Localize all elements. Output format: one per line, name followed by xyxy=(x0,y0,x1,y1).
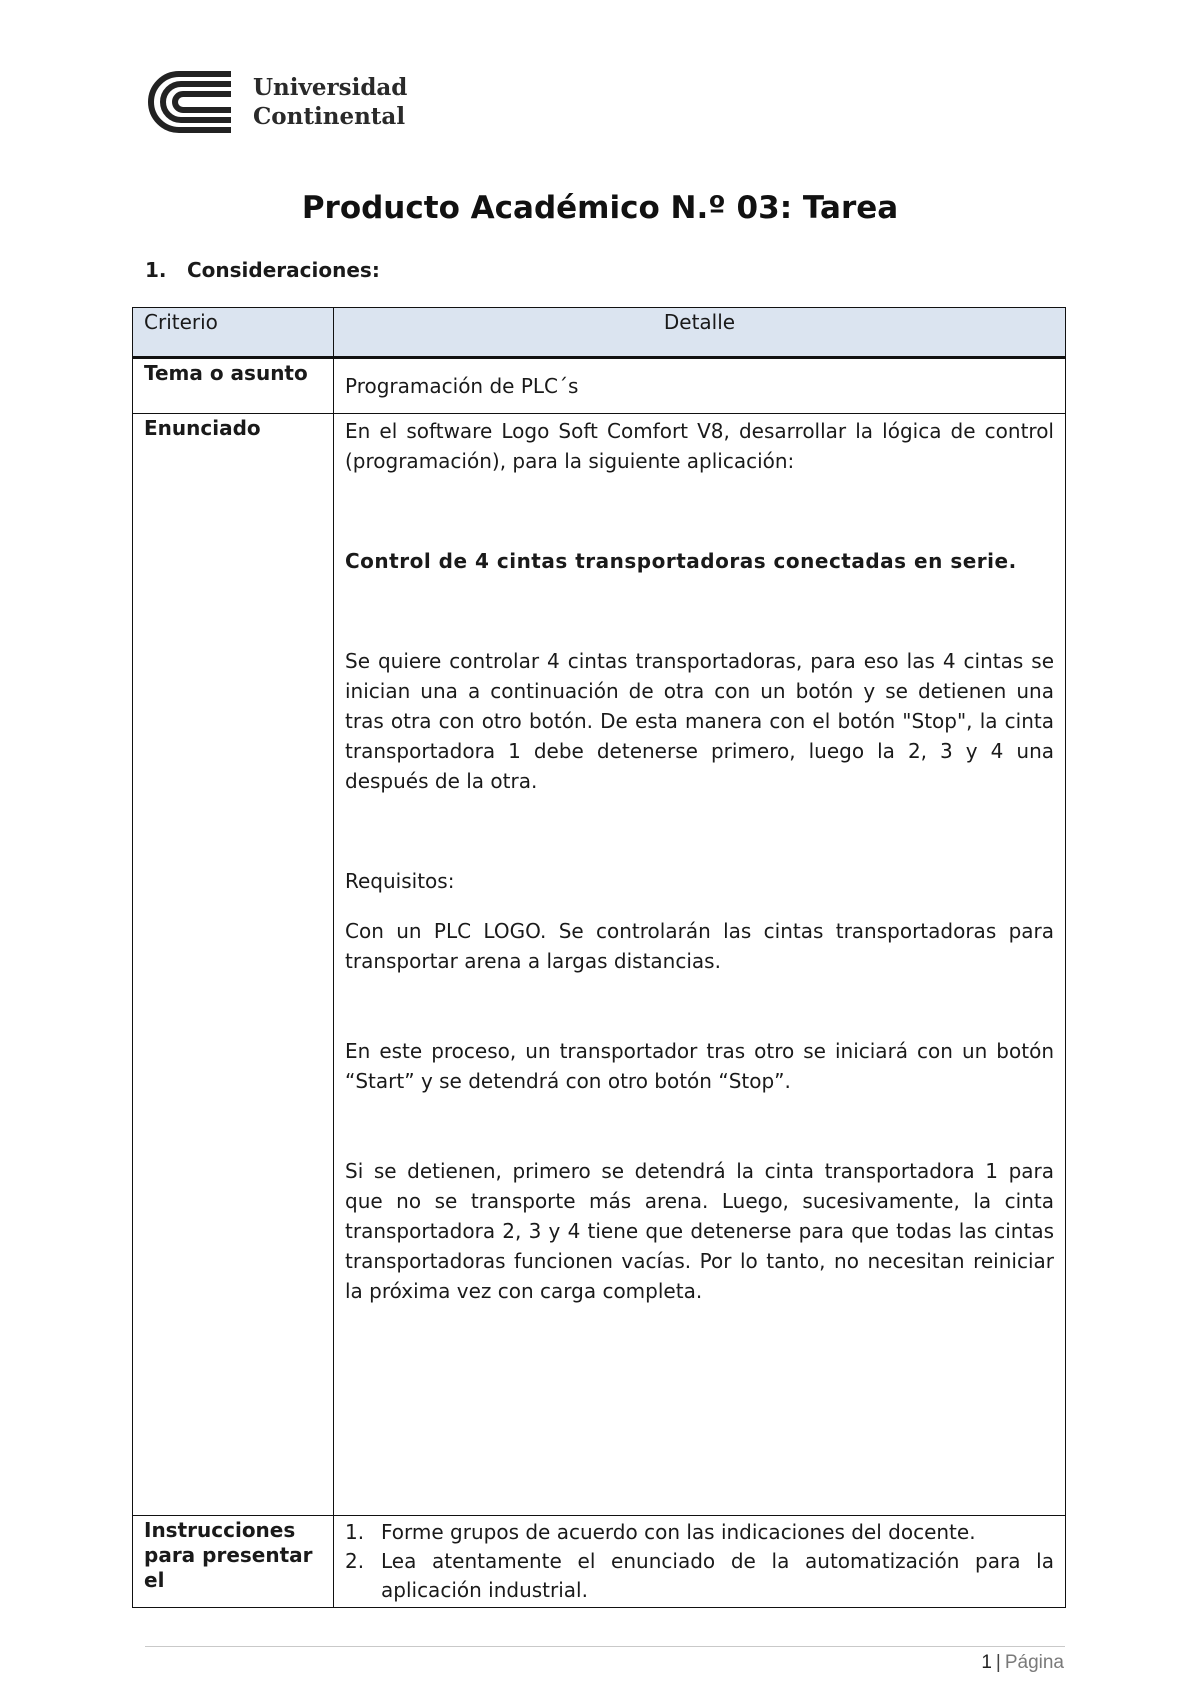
page-number: 1 xyxy=(981,1652,992,1673)
list-item-number: 2. xyxy=(345,1549,365,1573)
list-item-number: 1. xyxy=(345,1520,365,1544)
header-detalle: Detalle xyxy=(334,308,1066,358)
list-item-text: Lea atentamente el enunciado de la automatización para la aplicación industrial. xyxy=(381,1549,1054,1602)
requisitos-text: Con un PLC LOGO. Se controlarán las cintas transportadoras para transportar arena a largas distancias. xyxy=(345,919,1054,973)
enunciado-label: Enunciado xyxy=(133,414,334,1516)
enunciado-heading: Control de 4 cintas transportadoras conectadas en serie. xyxy=(345,549,1017,573)
university-c-emblem-icon xyxy=(145,68,237,136)
list-item-text: Forme grupos de acuerdo con las indicaciones del docente. xyxy=(381,1520,976,1544)
tema-label: Tema o asunto xyxy=(133,358,334,414)
requisitos-label: Requisitos: xyxy=(345,869,455,893)
logo-line-2: Continental xyxy=(253,103,406,130)
page-footer xyxy=(981,1652,1064,1674)
footer-divider xyxy=(145,1646,1065,1647)
page-word: Página xyxy=(1004,1652,1064,1673)
instrucciones-content xyxy=(334,1516,1066,1608)
section-number: 1. xyxy=(145,258,167,282)
enunciado-paragraph-2: En este proceso, un transportador tras otro se iniciará con un botón “Start” y se detendrá con otro botón “Stop”. xyxy=(345,1039,1054,1093)
enunciado-paragraph-1: Se quiere controlar 4 cintas transportadoras, para eso las 4 cintas se inician una a continuación de otra con un botón y se detienen una tras otra con otro botón. De esta manera con el botón "Stop", la cinta transportadora 1 debe detenerse primero, luego la 2, 3 y 4 una después de la otra. xyxy=(345,649,1054,793)
document-title: Producto Académico N.º 03: Tarea xyxy=(301,190,899,226)
table-row-enunciado xyxy=(133,414,1066,1516)
footer-separator: | xyxy=(995,1652,1001,1673)
header-criterio: Criterio xyxy=(133,308,334,358)
list-item xyxy=(345,1518,1054,1547)
section-heading xyxy=(145,258,380,282)
university-logo xyxy=(145,68,407,136)
instrucciones-list xyxy=(345,1518,1054,1605)
enunciado-paragraph-3: Si se detienen, primero se detendrá la cinta transportadora 1 para que no se transporte más arena. Luego, sucesivamente, la cinta transportadora 2, 3 y 4 tiene que detenerse para que todas las cintas transportadoras funcionen vacías. Por lo tanto, no necesitan reiniciar la próxima vez con carga completa. xyxy=(345,1159,1054,1303)
logo-line-1: Universidad xyxy=(253,74,408,101)
section-label: Consideraciones: xyxy=(187,258,380,282)
table-row-instrucciones xyxy=(133,1516,1066,1608)
table-header-row xyxy=(133,308,1066,358)
enunciado-content xyxy=(334,414,1066,1516)
list-item xyxy=(345,1547,1054,1605)
university-name xyxy=(253,73,407,131)
tema-value: Programación de PLC´s xyxy=(334,358,1066,414)
table-row-tema xyxy=(133,358,1066,414)
enunciado-intro: En el software Logo Soft Comfort V8, desarrollar la lógica de control (programación), para la siguiente aplicación: xyxy=(345,419,1054,473)
criteria-table xyxy=(132,307,1066,1608)
instrucciones-label: Instrucciones para presentar el xyxy=(133,1516,334,1608)
